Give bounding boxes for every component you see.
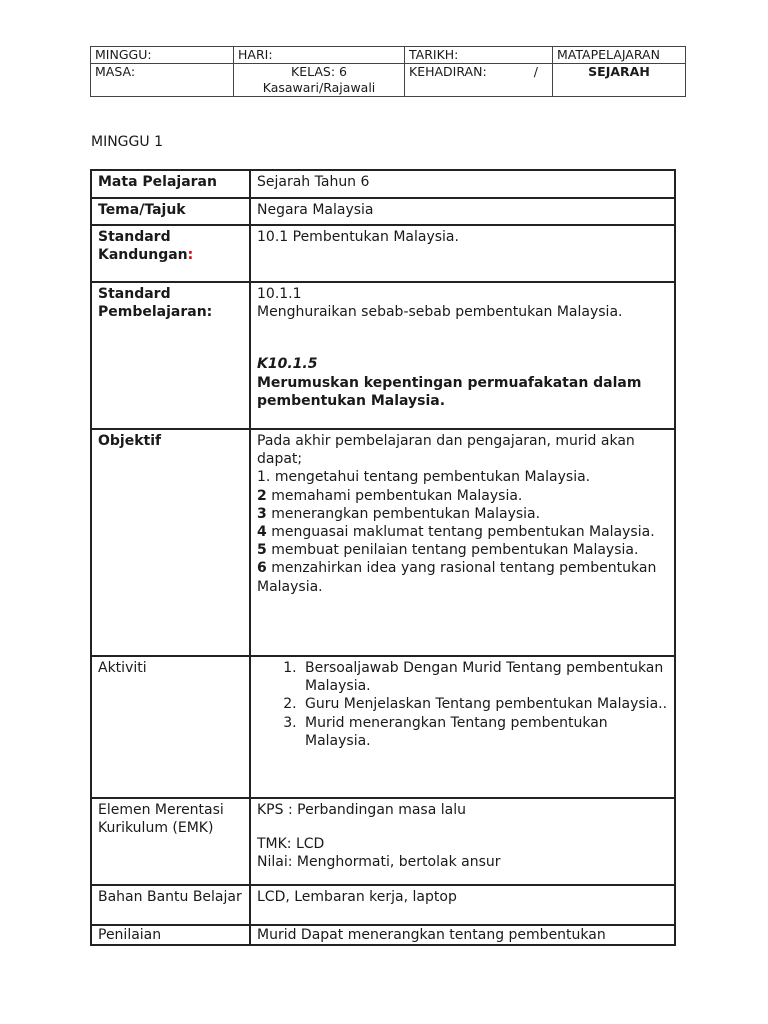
objektif-item bbox=[257, 523, 668, 541]
emk-tmk: TMK: LCD bbox=[257, 836, 325, 853]
aktiviti-item: 1. Bersoaljawab Dengan Murid Tentang pembentukan Malaysia. bbox=[301, 659, 668, 695]
row-standard-pembelajaran bbox=[91, 282, 675, 429]
tarikh-cell: TARIKH: bbox=[405, 47, 553, 64]
penilaian-label: Penilaian bbox=[91, 925, 250, 945]
standard-kandungan-label bbox=[91, 225, 250, 282]
sp-k-code: K10.1.5 bbox=[257, 356, 318, 373]
emk-nilai: Nilai: Menghormati, bertolak ansur bbox=[257, 854, 501, 871]
row-aktiviti bbox=[91, 656, 675, 798]
objektif-item bbox=[257, 541, 668, 559]
sp-code: 10.1.1 bbox=[257, 286, 302, 302]
objektif-item bbox=[257, 505, 668, 523]
kehadiran-label: KEHADIRAN: bbox=[409, 64, 487, 79]
row-tema bbox=[91, 198, 675, 225]
objektif-item bbox=[257, 559, 668, 595]
objektif-text: menzahirkan idea yang rasional tentang pembentukan Malaysia. bbox=[257, 560, 657, 595]
penilaian-value: Murid Dapat menerangkan tentang pembentukan bbox=[250, 925, 675, 945]
minggu-cell: MINGGU: bbox=[91, 47, 234, 64]
row-standard-kandungan bbox=[91, 225, 675, 282]
emk-label: Elemen Merentasi Kurikulum (EMK) bbox=[91, 798, 250, 885]
bbm-label: Bahan Bantu Belajar bbox=[91, 885, 250, 925]
header-row-2 bbox=[91, 64, 686, 97]
lesson-plan-table bbox=[90, 169, 676, 946]
objektif-num: 3 bbox=[257, 505, 267, 522]
aktiviti-value bbox=[250, 656, 675, 798]
header-row-1 bbox=[91, 47, 686, 64]
row-bbm bbox=[91, 885, 675, 925]
kelas-cell bbox=[234, 64, 405, 97]
objektif-value bbox=[250, 429, 675, 656]
mata-pelajaran-value: Sejarah Tahun 6 bbox=[250, 170, 675, 198]
kehadiran-separator: / bbox=[533, 64, 538, 79]
row-emk bbox=[91, 798, 675, 885]
header-table bbox=[90, 46, 686, 97]
objektif-num: 5 bbox=[257, 542, 267, 559]
objektif-text: mengetahui tentang pembentukan Malaysia. bbox=[274, 469, 591, 486]
bbm-value: LCD, Lembaran kerja, laptop bbox=[250, 885, 675, 925]
objektif-text: menguasai maklumat tentang pembentukan Malaysia. bbox=[271, 524, 655, 541]
tema-label: Tema/Tajuk bbox=[91, 198, 250, 225]
subject-cell: SEJARAH bbox=[553, 64, 686, 97]
mata-pelajaran-label: Mata Pelajaran bbox=[91, 170, 250, 198]
masa-cell: MASA: bbox=[91, 64, 234, 97]
objektif-item bbox=[257, 487, 668, 505]
week-title: MINGGU 1 bbox=[91, 134, 163, 150]
hari-cell: HARI: bbox=[234, 47, 405, 64]
standard-kandungan-text: Standard Kandungan bbox=[98, 229, 188, 264]
standard-pembelajaran-label: Standard Pembelajaran: bbox=[91, 282, 250, 429]
kelas-label: KELAS: 6 bbox=[291, 64, 347, 79]
matapelajaran-cell: MATAPELAJARAN bbox=[553, 47, 686, 64]
kelas-value: Kasawari/Rajawali bbox=[262, 80, 376, 95]
emk-value bbox=[250, 798, 675, 885]
aktiviti-item: 2. Guru Menjelaskan Tentang pembentukan Malaysia.. bbox=[301, 695, 668, 713]
sp-text: Menghuraikan sebab-sebab pembentukan Malaysia. bbox=[257, 304, 623, 321]
objektif-item bbox=[257, 468, 668, 486]
row-objektif bbox=[91, 429, 675, 656]
kehadiran-cell bbox=[405, 64, 553, 97]
objektif-num: 2 bbox=[257, 487, 267, 504]
objektif-label: Objektif bbox=[91, 429, 250, 656]
objektif-num: 6 bbox=[257, 560, 267, 577]
standard-pembelajaran-value bbox=[250, 282, 675, 429]
objektif-text: membuat penilaian tentang pembentukan Malaysia. bbox=[271, 542, 639, 559]
standard-kandungan-colon: : bbox=[187, 247, 194, 264]
aktiviti-label: Aktiviti bbox=[91, 656, 250, 798]
objektif-num: 1. bbox=[257, 469, 271, 486]
sp-k-text: Merumuskan kepentingan permuafakatan dalam pembentukan Malaysia. bbox=[257, 374, 642, 409]
aktiviti-item: 3. Murid menerangkan Tentang pembentukan Malaysia. bbox=[301, 714, 668, 750]
objektif-text: memahami pembentukan Malaysia. bbox=[271, 487, 523, 504]
tema-value: Negara Malaysia bbox=[250, 198, 675, 225]
row-penilaian bbox=[91, 925, 675, 945]
emk-kps: KPS : Perbandingan masa lalu bbox=[257, 802, 466, 818]
standard-kandungan-value: 10.1 Pembentukan Malaysia. bbox=[250, 225, 675, 282]
aktiviti-list bbox=[257, 659, 668, 750]
objektif-text: menerangkan pembentukan Malaysia. bbox=[271, 505, 541, 522]
row-mata-pelajaran bbox=[91, 170, 675, 198]
objektif-num: 4 bbox=[257, 524, 267, 541]
objektif-intro: Pada akhir pembelajaran dan pengajaran, murid akan dapat; bbox=[257, 433, 635, 468]
